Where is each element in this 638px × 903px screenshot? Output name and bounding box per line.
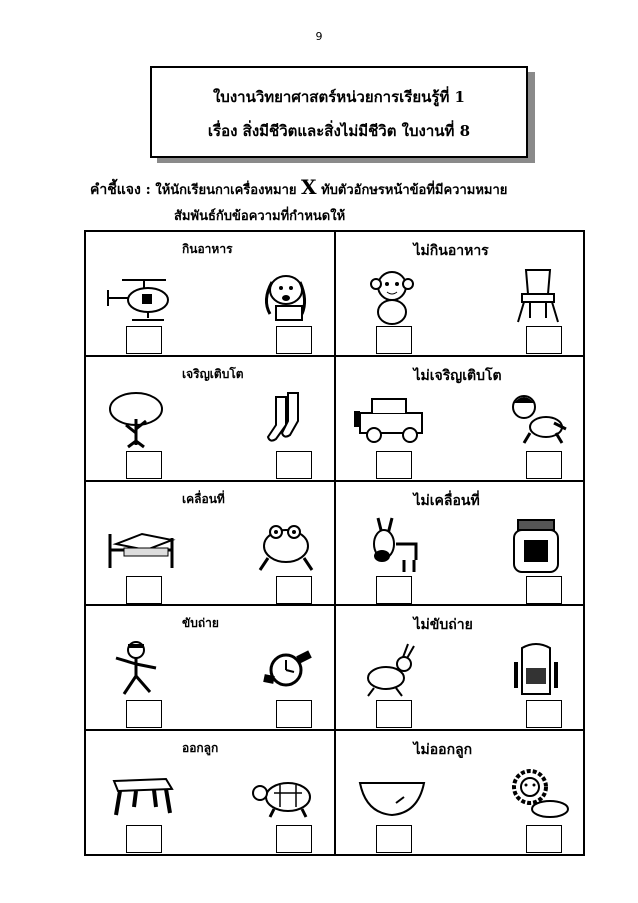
answer-checkbox[interactable]	[526, 700, 562, 728]
worksheet-cell-right	[335, 730, 585, 855]
cell-label: ไม่ขับถ่าย	[413, 617, 473, 634]
cell-label: ไม่เจริญเติบโต	[413, 367, 502, 384]
cell-label: ขับถ่าย	[182, 616, 219, 631]
answer-checkbox[interactable]	[126, 825, 162, 853]
rabbit-icon	[352, 638, 432, 700]
worksheet-cell-left	[85, 605, 335, 730]
answer-checkbox[interactable]	[376, 326, 412, 354]
cell-label: ไม่ออกลูก	[413, 742, 473, 759]
monkey-icon	[352, 264, 432, 326]
title-line-2: เรื่อง สิ่งมีชีวิตและสิ่งไม่มีชีวิต ใบงานที่ 8	[207, 122, 471, 140]
title-line-1: ใบงานวิทยาศาสตร์หน่วยการเรียนรู้ที่ 1	[212, 88, 465, 106]
wristwatch-icon	[246, 638, 326, 700]
answer-checkbox[interactable]	[126, 326, 162, 354]
tree-icon	[102, 389, 182, 451]
stool-icon	[102, 763, 182, 825]
answer-checkbox[interactable]	[526, 825, 562, 853]
answer-checkbox[interactable]	[376, 576, 412, 604]
answer-checkbox[interactable]	[126, 700, 162, 728]
worksheet-row	[85, 605, 584, 730]
cell-label: ไม่กินอาหาร	[413, 243, 489, 259]
answer-checkbox[interactable]	[376, 700, 412, 728]
jeep-icon	[352, 389, 432, 451]
answer-checkbox[interactable]	[526, 326, 562, 354]
instruction	[90, 172, 590, 224]
worksheet-cell-left	[85, 730, 335, 855]
cell-label: ไม่เคลื่อนที่	[413, 492, 480, 509]
worksheet-cell-right	[335, 231, 585, 356]
answer-checkbox[interactable]	[276, 451, 312, 479]
instruction-mark: X	[301, 175, 317, 199]
dog-icon	[246, 264, 326, 326]
worksheet-row	[85, 730, 584, 855]
instruction-label: คำชี้แจง :	[90, 182, 151, 198]
cell-label: เคลื่อนที่	[182, 491, 225, 506]
answer-checkbox[interactable]	[376, 825, 412, 853]
worksheet-cell-left	[85, 356, 335, 481]
answer-checkbox[interactable]	[126, 451, 162, 479]
donkey-icon	[352, 514, 432, 576]
lion-icon	[496, 763, 576, 825]
instruction-text-after: ทับตัวอักษรหน้าข้อที่มีความหมาย	[321, 183, 508, 198]
worksheet-row	[85, 481, 584, 606]
bed-icon	[102, 514, 182, 576]
boy-icon	[102, 638, 182, 700]
answer-checkbox[interactable]	[126, 576, 162, 604]
answer-checkbox[interactable]	[526, 576, 562, 604]
backpack-icon	[496, 638, 576, 700]
worksheet-cell-right	[335, 605, 585, 730]
cell-label: เจริญเติบโต	[182, 366, 244, 381]
frog-icon	[246, 514, 326, 576]
answer-checkbox[interactable]	[276, 700, 312, 728]
chair-icon	[496, 264, 576, 326]
worksheet-cell-right	[335, 356, 585, 481]
cell-label: กินอาหาร	[182, 242, 233, 256]
instruction-text-before: ให้นักเรียนกาเครื่องหมาย	[155, 183, 297, 198]
jar-icon	[496, 514, 576, 576]
bowl-icon	[352, 763, 432, 825]
instruction-line-2: สัมพันธ์กับข้อความที่กำหนดให้	[174, 209, 346, 224]
worksheet-grid	[84, 230, 585, 856]
socks-icon	[246, 389, 326, 451]
answer-checkbox[interactable]	[276, 825, 312, 853]
answer-checkbox[interactable]	[526, 451, 562, 479]
worksheet-cell-left	[85, 231, 335, 356]
title-box	[150, 66, 528, 158]
answer-checkbox[interactable]	[376, 451, 412, 479]
worksheet-row	[85, 231, 584, 356]
answer-checkbox[interactable]	[276, 326, 312, 354]
answer-checkbox[interactable]	[276, 576, 312, 604]
cell-label: ออกลูก	[182, 741, 219, 756]
turtle-icon	[246, 763, 326, 825]
worksheet-row	[85, 356, 584, 481]
crawling-baby-icon	[496, 389, 576, 451]
helicopter-icon	[102, 264, 182, 326]
worksheet-cell-right	[335, 481, 585, 606]
worksheet-cell-left	[85, 481, 335, 606]
page-number: 9	[315, 30, 323, 43]
